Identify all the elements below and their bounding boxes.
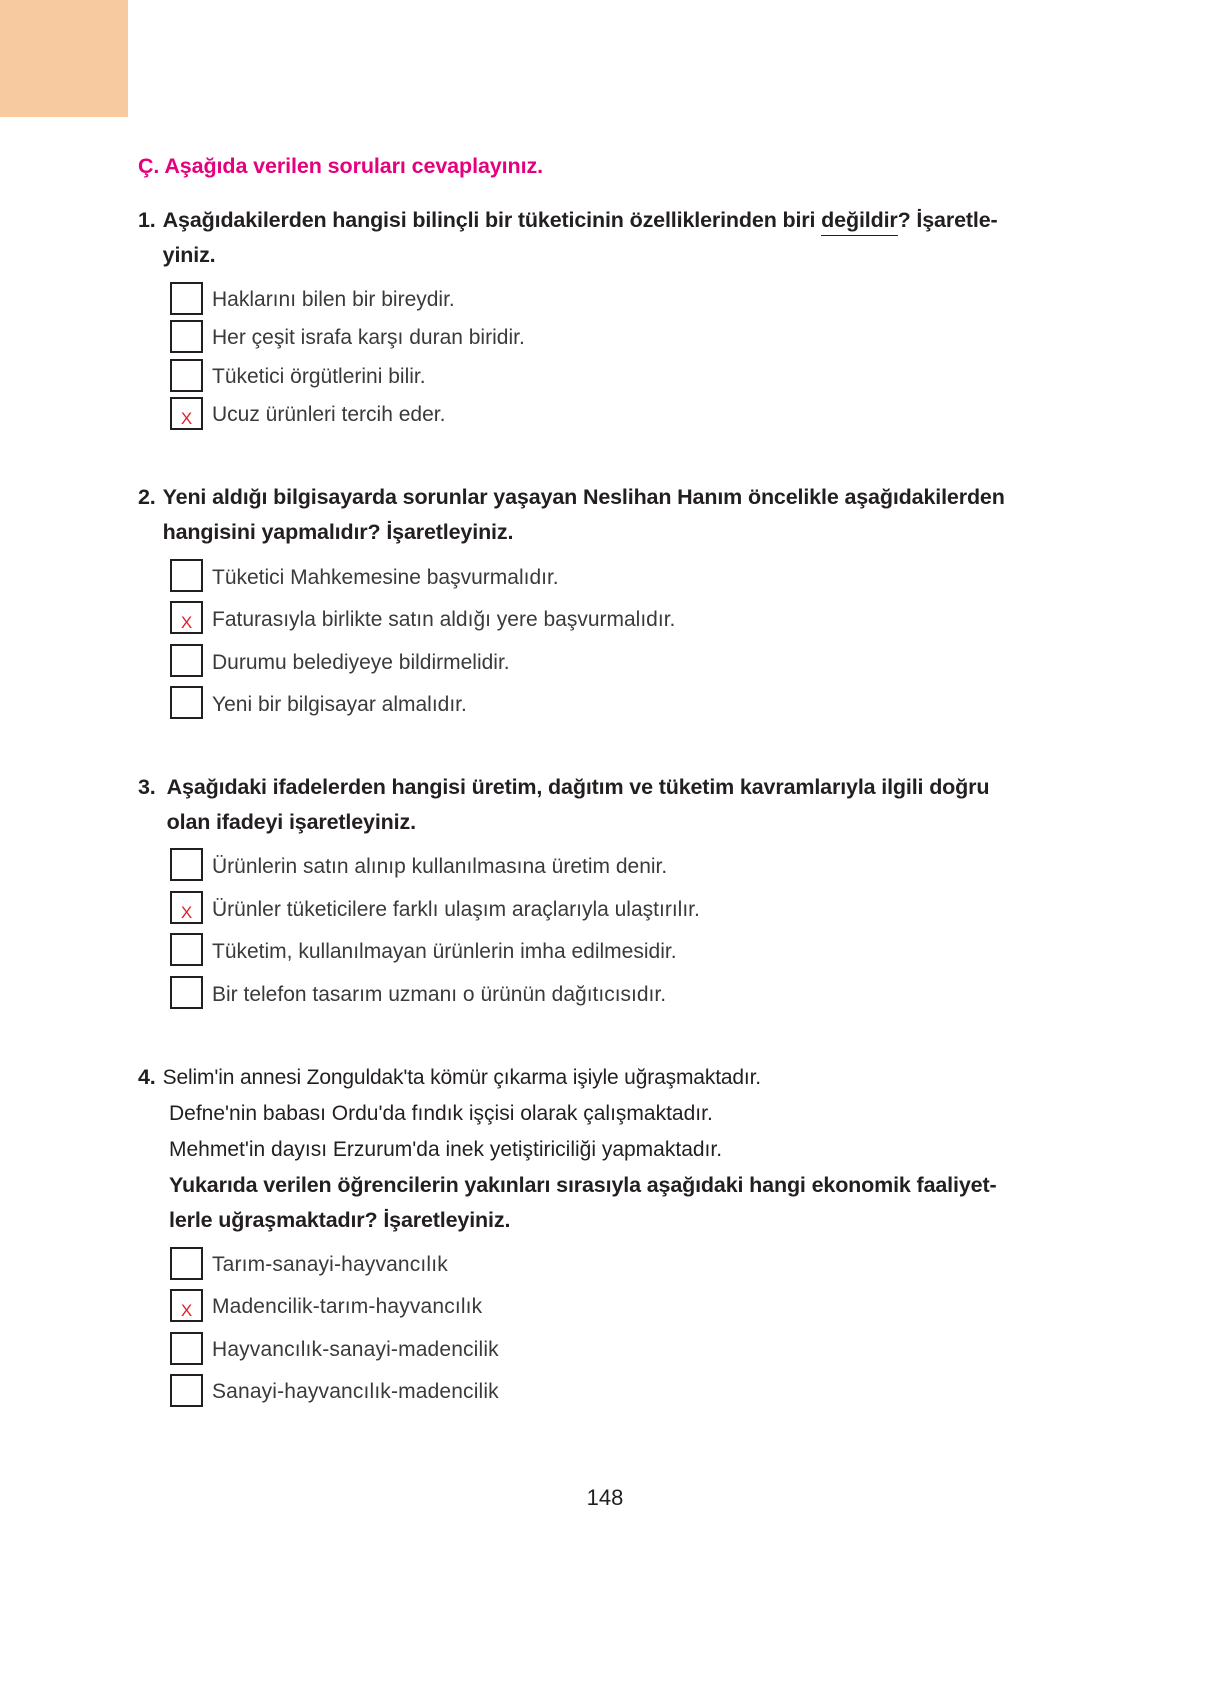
worksheet-content [138, 152, 1038, 1427]
question-2-stem-continuation: hangisini yapmalıdır? İşaretleyiniz. [162, 519, 514, 544]
spacer [138, 1030, 1038, 1060]
question-4-intro-rest [169, 1096, 1038, 1238]
question-1-stem [138, 203, 1038, 238]
option-label: Tüketici örgütlerini bilir. [212, 364, 426, 388]
question-2-number: 2. [138, 484, 156, 509]
checkbox[interactable] [170, 848, 203, 881]
option-label: Ucuz ürünleri tercih eder. [212, 403, 446, 427]
question-1-options [170, 281, 1038, 432]
question-4-prompt-line-1: Yukarıda verilen öğrencilerin yakınları sırasıyla aşağıdaki hangi ekonomik faaliyet- [169, 1172, 997, 1197]
checkbox[interactable] [170, 359, 203, 392]
page-number: 148 [586, 1485, 624, 1510]
option-row[interactable] [170, 281, 1038, 317]
check-mark-icon: X [180, 409, 193, 429]
checkbox[interactable] [170, 933, 203, 966]
checkbox[interactable] [170, 644, 203, 677]
question-3-stem-continuation: olan ifadeyi işaretleyiniz. [166, 809, 416, 834]
question-2-stem [138, 480, 1038, 515]
option-row[interactable] [170, 932, 1038, 969]
checkbox[interactable] [170, 282, 203, 315]
question-3-number: 3. [138, 774, 156, 799]
option-label: Durumu belediyeye bildirmelidir. [212, 650, 510, 674]
option-row[interactable] [170, 1331, 1038, 1367]
checkbox[interactable] [170, 1374, 203, 1407]
question-2-options [170, 558, 1038, 722]
option-label: Hayvancılık-sanayi-madencilik [212, 1337, 499, 1361]
spacer [138, 740, 1038, 770]
question-4-options [170, 1246, 1038, 1409]
question-3-options [170, 847, 1038, 1011]
question-1-number: 1. [138, 208, 156, 233]
option-row[interactable] [170, 358, 1038, 394]
checkbox-selected[interactable] [170, 397, 203, 430]
checkbox[interactable] [170, 320, 203, 353]
option-label: Her çeşit israfa karşı duran biridir. [212, 326, 525, 350]
checkbox-selected[interactable] [170, 601, 203, 634]
question-1-negation-underline: değildir [821, 208, 897, 236]
question-4-intro-line-2: Defne'nin babası Ordu'da fındık işçisi olarak çalışmaktadır. [169, 1101, 713, 1125]
option-label: Haklarını bilen bir bireydir. [212, 287, 455, 311]
question-1-stem-continuation: yiniz. [162, 242, 216, 267]
option-label: Tüketim, kullanılmayan ürünlerin imha edilmesidir. [212, 940, 677, 964]
option-row[interactable] [170, 1373, 1038, 1409]
option-label: Bir telefon tasarım uzmanı o ürünün dağıtıcısıdır. [212, 983, 667, 1006]
checkbox[interactable] [170, 1332, 203, 1365]
question-4-stem [138, 1060, 1038, 1096]
option-label: Yeni bir bilgisayar almalıdır. [212, 693, 467, 717]
checkbox-selected[interactable] [170, 891, 203, 924]
question-4-number: 4. [138, 1064, 156, 1089]
option-row[interactable] [170, 1288, 1038, 1324]
question-1-stem-before: Aşağıdakilerden hangisi bilinçli bir tüketicinin özelliklerinden biri [162, 208, 822, 233]
option-row[interactable] [170, 890, 1038, 927]
question-4-intro-line-3: Mehmet'in dayısı Erzurum'da inek yetiştiriciliği yapmaktadır. [169, 1137, 723, 1161]
option-label: Ürünlerin satın alınıp kullanılmasına üretim denir. [212, 855, 668, 879]
option-row[interactable] [170, 685, 1038, 722]
option-label: Tarım-sanayi-hayvancılık [212, 1252, 448, 1276]
checkbox-selected[interactable] [170, 1289, 203, 1322]
option-row[interactable] [170, 1246, 1038, 1282]
option-row[interactable] [170, 558, 1038, 595]
option-row[interactable] [170, 847, 1038, 884]
check-mark-icon: X [180, 902, 193, 922]
checkbox[interactable] [170, 976, 203, 1009]
option-label: Ürünler tüketicilere farklı ulaşım araçlarıyla ulaştırılır. [212, 897, 700, 921]
section-heading: Ç. Aşağıda verilen soruları cevaplayınız. [138, 154, 543, 178]
question-1-text [163, 203, 1038, 238]
check-mark-icon: X [180, 1301, 193, 1321]
option-row[interactable] [170, 396, 1038, 432]
question-1 [138, 203, 1038, 432]
question-1-stem-line2 [138, 238, 1038, 273]
option-row[interactable] [170, 319, 1038, 355]
option-label: Sanayi-hayvancılık-madencilik [212, 1380, 499, 1404]
checkbox[interactable] [170, 686, 203, 719]
spacer [138, 450, 1038, 480]
question-2 [138, 480, 1038, 722]
question-3-stem [138, 770, 1038, 805]
question-3-text: Aşağıdaki ifadelerden hangisi üretim, dağıtım ve tüketim kavramlarıyla ilgili doğru [166, 774, 990, 799]
question-3-stem-line2 [138, 805, 1038, 840]
option-row[interactable] [170, 600, 1038, 637]
option-row[interactable] [170, 975, 1038, 1012]
question-4-prompt-line-2: lerle uğraşmaktadır? İşaretleyiniz. [169, 1207, 511, 1232]
option-label: Madencilik-tarım-hayvancılık [212, 1295, 483, 1319]
decorative-corner-block [0, 0, 128, 117]
option-row[interactable] [170, 643, 1038, 680]
question-1-stem-after: ? İşaretle- [897, 208, 998, 233]
checkbox[interactable] [170, 1247, 203, 1280]
question-4 [138, 1060, 1038, 1409]
check-mark-icon: X [180, 613, 193, 633]
question-3 [138, 770, 1038, 1012]
question-4-intro-line-1: Selim'in annesi Zonguldak'ta kömür çıkarma işiyle uğraşmaktadır. [162, 1065, 761, 1089]
option-label: Faturasıyla birlikte satın aldığı yere başvurmalıdır. [212, 608, 676, 632]
question-2-text: Yeni aldığı bilgisayarda sorunlar yaşayan Neslihan Hanım öncelikle aşağıdakilerden [162, 484, 1005, 509]
question-2-stem-line2 [138, 515, 1038, 550]
checkbox[interactable] [170, 559, 203, 592]
option-label: Tüketici Mahkemesine başvurmalıdır. [212, 565, 559, 589]
